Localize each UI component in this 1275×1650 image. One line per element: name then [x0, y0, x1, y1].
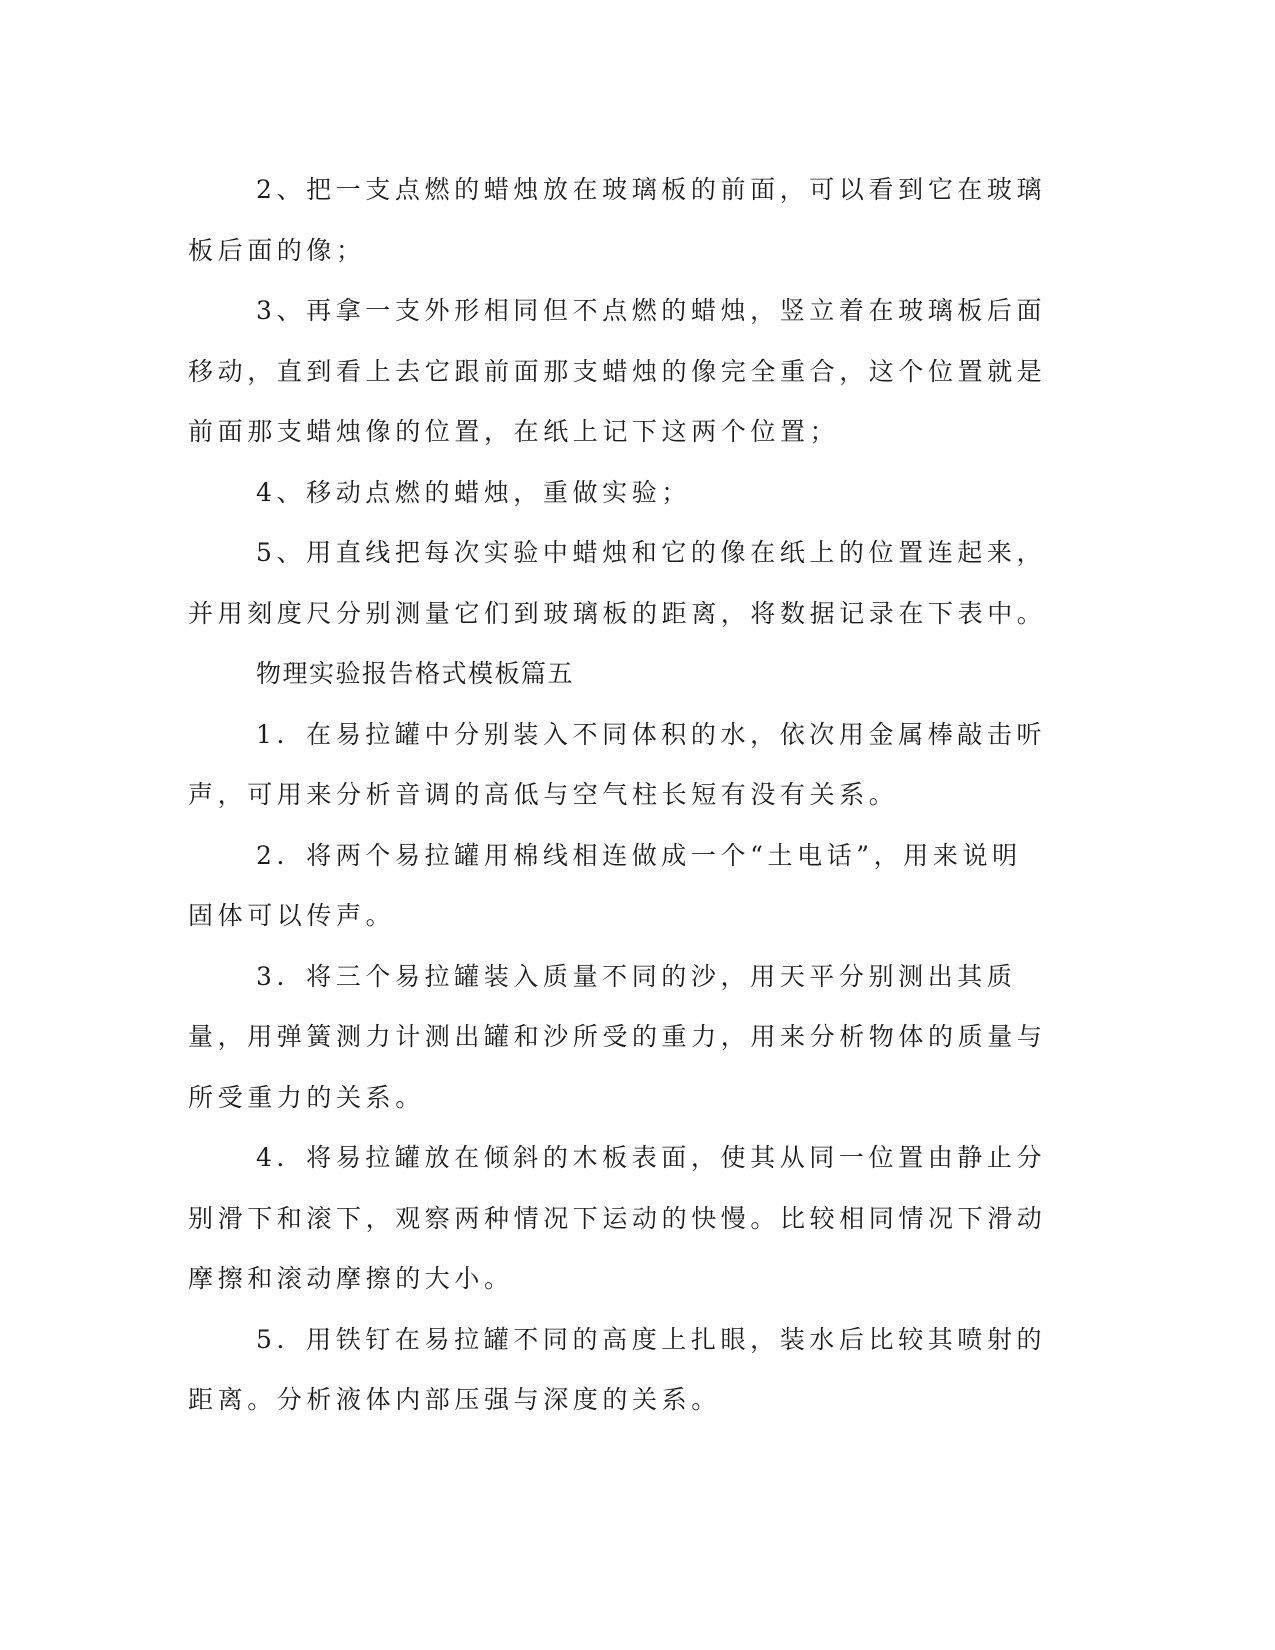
paragraph-item-5: 5．用铁钉在易拉罐不同的高度上扎眼，装水后比较其喷射的距离。分析液体内部压强与深度的关系。	[188, 1324, 1047, 1414]
paragraph-item-4: 4．将易拉罐放在倾斜的木板表面，使其从同一位置由静止分别滑下和滚下，观察两种情况下运动的快慢。比较相同情况下滑动摩擦和滚动摩擦的大小。	[188, 1143, 1047, 1293]
paragraph-item-1: 1．在易拉罐中分别装入不同体积的水，依次用金属棒敲击听声，可用来分析音调的高低与空气柱长短有没有关系。	[188, 719, 1047, 809]
paragraph-step-5: 5、用直线把每次实验中蜡烛和它的像在纸上的位置连起来，并用刻度尺分别测量它们到玻璃板的距离，将数据记录在下表中。	[188, 538, 1047, 628]
document-body	[188, 160, 1048, 1431]
paragraph-step-3: 3、再拿一支外形相同但不点燃的蜡烛，竖立着在玻璃板后面移动，直到看上去它跟前面那支蜡烛的像完全重合，这个位置就是前面那支蜡烛像的位置，在纸上记下这两个位置；	[188, 296, 1047, 446]
paragraph-item-3: 3．将三个易拉罐装入质量不同的沙，用天平分别测出其质量，用弹簧测力计测出罐和沙所受的重力，用来分析物体的质量与所受重力的关系。	[188, 961, 1047, 1112]
section-heading: 物理实验报告格式模板篇五	[256, 659, 575, 688]
paragraph-step-2: 2、把一支点燃的蜡烛放在玻璃板的前面，可以看到它在玻璃板后面的像；	[188, 175, 1047, 265]
paragraph-step-4: 4、移动点燃的蜡烛，重做实验；	[256, 477, 691, 507]
paragraph-item-2: 2．将两个易拉罐用棉线相连做成一个“土电话”，用来说明固体可以传声。	[188, 840, 1022, 930]
